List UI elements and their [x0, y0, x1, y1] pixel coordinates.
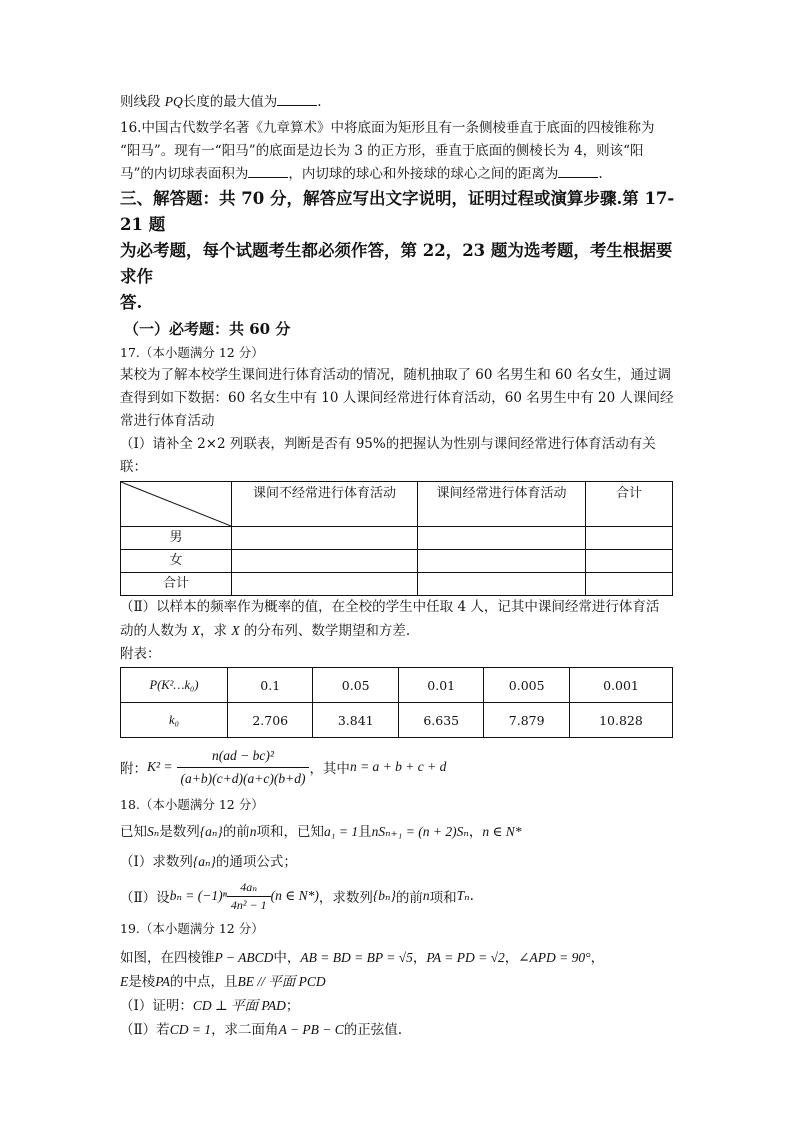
- q16-line-1: 16.中国古代数学名著《九章算术》中将底面为矩形且有一条侧棱垂直于底面的四棱锥称为: [120, 120, 655, 136]
- exam-page: [120, 90, 676, 1042]
- q19-part1: [120, 994, 676, 1018]
- q18-m: n: [422, 888, 430, 903]
- q18-m: {bₙ}: [372, 888, 396, 903]
- q19-m: A − PB − C: [278, 1022, 344, 1037]
- q18-t: （Ⅱ）设: [120, 890, 170, 906]
- table-cell[interactable]: [232, 573, 418, 596]
- q18-t: （Ⅰ）求数列: [120, 854, 193, 870]
- ktable-p-value: 0.05: [313, 668, 398, 703]
- q15-answer-line: [120, 90, 676, 114]
- section-3-line-3: 答.: [120, 293, 143, 312]
- table-cell[interactable]: [418, 550, 586, 573]
- chi-square-formula: [120, 742, 676, 792]
- q18-part1: [120, 850, 676, 874]
- q15-var: PQ: [164, 94, 183, 109]
- formula-suffix: ，其中: [309, 761, 350, 777]
- q19-header: 19.（本小题满分 12 分）: [120, 921, 264, 936]
- ktable-k-value: 10.828: [569, 703, 672, 738]
- q15-text-2: 长度的最大值为: [182, 94, 278, 110]
- section-3-sub: （一）必考题：共 60 分: [124, 320, 291, 338]
- ktable-p-value: 0.1: [228, 668, 313, 703]
- table-header-col2: 课间经常进行体育活动: [418, 482, 586, 527]
- table-header-col3: 合计: [586, 482, 673, 527]
- q18-t: 的前: [395, 890, 423, 906]
- table-cell[interactable]: [232, 527, 418, 550]
- q18-header: 18.（本小题满分 12 分）: [120, 797, 264, 812]
- q17-header: 17.（本小题满分 12 分）: [120, 345, 264, 360]
- q19-m: PA: [155, 974, 171, 989]
- q19-m: CD = 1: [169, 1022, 212, 1037]
- q19-m: P − ABCD: [214, 950, 274, 965]
- q16-line-3: [120, 163, 676, 186]
- q16-text-c: .: [598, 166, 603, 182]
- formula-denominator: (a+b)(c+d)(a+c)(b+d): [180, 770, 306, 786]
- q15-blank[interactable]: [277, 93, 317, 106]
- q18-t: ，求数列: [318, 890, 373, 906]
- q15-end: .: [317, 94, 322, 110]
- q19-m: CD ⊥ 平面 PAD: [192, 998, 286, 1013]
- q19-t: （Ⅰ）证明：: [120, 998, 193, 1014]
- q18-frac-num: 4aₙ: [227, 879, 271, 897]
- ktable-k-value: 3.841: [313, 703, 398, 738]
- ktable-row1-label: P(K²…k₀): [121, 668, 228, 703]
- formula-lhs: K² =: [147, 759, 173, 774]
- q16-line-2: “阳马”。现有一“阳马”的底面是边长为 3 的正方形，垂直于底面的侧棱长为 4，则该“阳: [120, 143, 644, 159]
- formula-prefix: 附：: [120, 761, 147, 777]
- q17-line-3: 常进行体育活动: [120, 413, 215, 429]
- diagonal-line: [121, 482, 231, 526]
- q19-line-1: [120, 946, 676, 970]
- q18-part2: [120, 874, 676, 918]
- table-row-label-female: 女: [121, 550, 232, 573]
- q17-part1-line-1: （Ⅰ）请补全 2×2 列联表，判断是否有 95%的把握认为性别与课间经常进行体育活动有关: [120, 436, 656, 452]
- q19-m: PA = PD = √2: [426, 950, 505, 965]
- table-corner-cell: [121, 482, 232, 527]
- ktable-row2-label: k₀: [121, 703, 228, 738]
- q19-t: 如图，在四棱锥: [120, 950, 215, 966]
- q19-m: E: [120, 974, 129, 989]
- q18-m: a₁ = 1: [324, 824, 359, 839]
- q19-t: ，: [504, 950, 519, 966]
- q19-m: ∠APD = 90°: [518, 950, 591, 965]
- q18: [120, 794, 676, 918]
- q18-m: Tₙ: [456, 888, 470, 903]
- ktable-p-value: 0.01: [398, 668, 483, 703]
- q18-t: 已知: [120, 824, 147, 840]
- ktable-k-value: 6.635: [398, 703, 483, 738]
- section-3-line-1: 三、解答题：共 70 分，解答应写出文字说明，证明过程或演算步骤.第 17-21 题: [120, 189, 675, 234]
- ktable-k-value: 2.706: [228, 703, 313, 738]
- q18-t: 是数列: [159, 824, 200, 840]
- q16-text-a: 马”的内切球表面积为: [120, 166, 249, 182]
- table-header-col1: 课间不经常进行体育活动: [232, 482, 418, 527]
- ktable-p-value: 0.001: [569, 668, 672, 703]
- table-row-label-male: 男: [121, 527, 232, 550]
- q18-m: n: [249, 824, 257, 839]
- q18-m: Sₙ: [147, 824, 160, 839]
- q16-blank-1[interactable]: [248, 165, 288, 178]
- q19-m: AB = BD = BP = √5: [300, 950, 413, 965]
- formula-fraction: [177, 745, 310, 790]
- q18-m: nSₙ₊₁ = (n + 2)Sₙ: [371, 824, 469, 839]
- ktable-k-value: 7.879: [484, 703, 569, 738]
- q17-line-1: 某校为了解本校学生课间进行体育活动的情况，随机抽取了 60 名男生和 60 名女生，通过调: [120, 367, 672, 383]
- q17: [120, 342, 676, 792]
- q17-appendix-label: 附表：: [120, 646, 161, 662]
- q18-m: n ∈ N*: [482, 824, 522, 839]
- table-cell[interactable]: [232, 550, 418, 573]
- q17-text-a: 动的人数为: [120, 623, 188, 639]
- q17-var-x: X: [191, 623, 201, 638]
- q17-text-c: 的分布列、数学期望和方差.: [243, 623, 411, 639]
- q15-text: 则线段: [120, 94, 161, 110]
- q16: [120, 117, 676, 186]
- critical-value-table: [120, 667, 673, 738]
- q18-line-1: [120, 820, 676, 844]
- table-cell[interactable]: [586, 527, 673, 550]
- q19: [120, 918, 676, 1042]
- q19-t: ，求二面角: [211, 1022, 279, 1038]
- formula-n: n = a + b + c + d: [349, 759, 447, 774]
- table-cell[interactable]: [586, 573, 673, 596]
- q18-t: 的前: [222, 824, 250, 840]
- q18-t: 的通项公式；: [215, 854, 297, 870]
- q18-t: 项和，已知: [256, 824, 325, 840]
- section-3-line-2: 为必考题，每个试题考生都必须作答，第 22，23 题为选考题，考生根据要求作: [120, 241, 673, 286]
- q17-var-x-2: X: [231, 623, 240, 638]
- ktable-p-value: 0.005: [484, 668, 569, 703]
- q19-line-2: [120, 970, 676, 994]
- q17-line-2: 查得到如下数据：60 名女生中有 10 人课间经常进行体育活动，60 名男生中有 20 人课间经: [120, 390, 674, 406]
- q17-part1-line-2: 联：: [120, 459, 147, 475]
- q19-t: ；: [285, 998, 300, 1014]
- table-cell[interactable]: [418, 573, 586, 596]
- q18-fraction: [227, 879, 271, 914]
- q19-t: 是棱: [128, 974, 156, 990]
- section-3-heading: [120, 186, 676, 342]
- q19-t: （Ⅱ）若: [120, 1022, 170, 1038]
- q17-part2-line-1: （Ⅱ）以样本的频率作为概率的值，在全校的学生中任取 4 人，记其中课间经常进行体育活: [120, 599, 660, 615]
- q18-t: .: [469, 888, 474, 904]
- table-cell[interactable]: [586, 550, 673, 573]
- q18-t: 且: [358, 824, 372, 840]
- q19-t: 的正弦值.: [343, 1022, 403, 1038]
- q18-t: 项和: [429, 890, 457, 906]
- formula-numerator: n(ad − bc)²: [177, 745, 310, 768]
- q19-t: ，: [412, 950, 427, 966]
- q18-m: {aₙ}: [199, 824, 223, 839]
- q19-m: BE // 平面 PCD: [237, 974, 326, 989]
- q17-part2-line-2: [120, 619, 676, 643]
- q19-part2: [120, 1018, 676, 1042]
- q18-m: (n ∈ N*): [270, 888, 319, 903]
- table-row-label-total: 合计: [121, 573, 232, 596]
- q18-frac-den: 4n² − 1: [230, 897, 267, 912]
- q18-m: {aₙ}: [192, 854, 216, 869]
- q17-text-b: ，求: [200, 623, 228, 639]
- q18-m: bₙ = (−1)ⁿ: [169, 888, 227, 903]
- q16-blank-2[interactable]: [558, 165, 598, 178]
- contingency-table: [120, 481, 673, 596]
- q18-t: ，: [468, 824, 483, 840]
- q19-t: 的中点，且: [170, 974, 238, 990]
- q19-t: 中，: [273, 950, 301, 966]
- q19-t: ，: [590, 950, 605, 966]
- q16-text-b: ，内切球的球心和外接球的球心之间的距离为: [288, 166, 559, 182]
- table-cell[interactable]: [418, 527, 586, 550]
